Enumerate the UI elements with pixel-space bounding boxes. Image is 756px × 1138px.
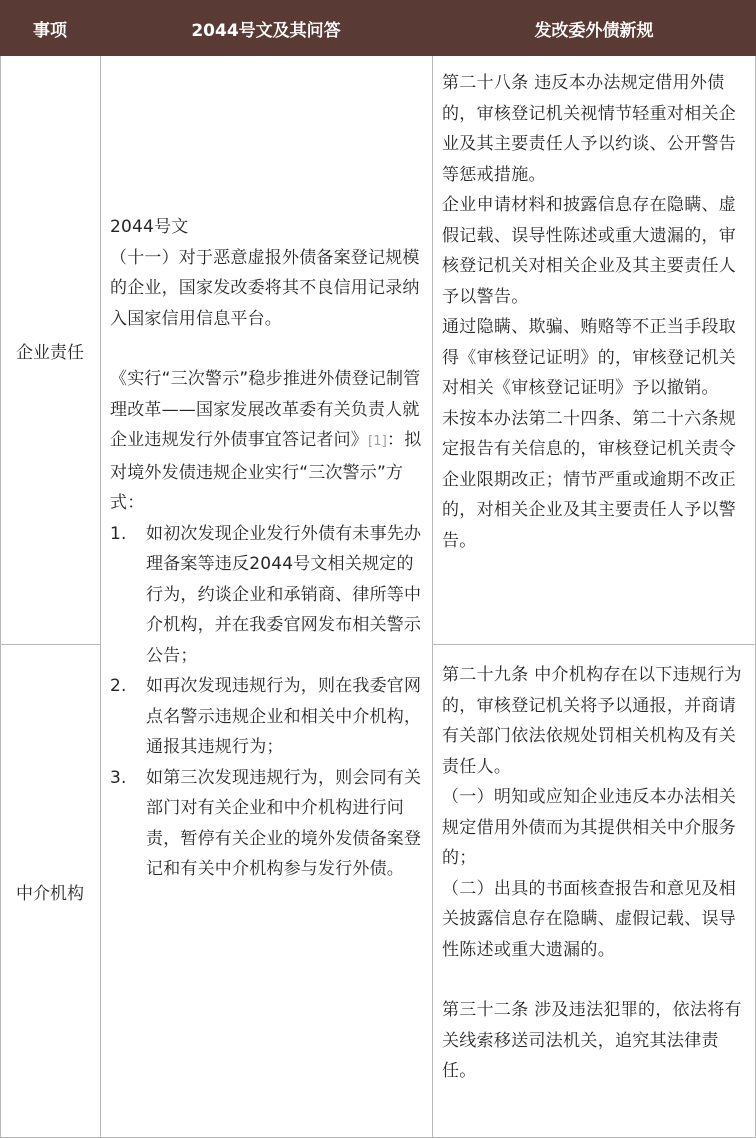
new-rules-intermediary bbox=[442, 660, 750, 1087]
header-2044-doc: 2044号文及其问答 bbox=[191, 20, 341, 41]
divider-col1 bbox=[100, 56, 101, 1138]
citation-link[interactable]: [1] bbox=[368, 434, 388, 449]
doc-clause: （十一）对于恶意虚报外债备案登记规模的企业，国家发改委将其不良信用记录纳入国家信用信息平台。 bbox=[110, 247, 420, 329]
category-enterprise: 企业责任 bbox=[16, 342, 84, 363]
paragraph: （二）出具的书面核查报告和意见及相关披露信息存在隐瞒、虚假记载、误导性陈述或重大遗漏的。 bbox=[442, 878, 737, 960]
qa-title: 《实行“三次警示”稳步推进外债登记制管理改革——国家发展改革委有关负责人就企业违规发行外债事宜答记者问》 bbox=[110, 369, 421, 450]
paragraph: 企业申请材料和披露信息存在隐瞒、虚假记载、误导性陈述或重大遗漏的，审核登记机关对相关企业及其主要责任人予以警告。 bbox=[442, 195, 737, 307]
paragraph: 未按本办法第二十四条、第二十六条规定报告有关信息的，审核登记机关责令企业限期改正；情节严重或逾期不改正的，对相关企业及其主要责任人予以警告。 bbox=[442, 408, 737, 551]
header-item: 事项 bbox=[33, 20, 67, 41]
paragraph: 通过隐瞒、欺骗、贿赂等不正当手段取得《审核登记证明》的，审核登记机关对相关《审核登记证明》予以撤销。 bbox=[442, 317, 737, 398]
doc-2044-content bbox=[110, 212, 430, 885]
list-item-text: 如第三次发现违规行为，则会同有关部门对有关企业和中介机构进行问责，暂停有关企业的境外发债备案登记和有关中介机构参与发行外债。 bbox=[146, 767, 422, 879]
header-new-rules: 发改委外债新规 bbox=[534, 20, 654, 41]
article-32: 第三十二条 涉及违法犯罪的，依法将有关线索移送司法机关，追究其法律责任。 bbox=[442, 1000, 742, 1081]
doc-title: 2044号文 bbox=[110, 217, 189, 237]
qa-intro bbox=[110, 364, 430, 519]
list-item-text: 如初次发现企业发行外债有未事先办理备案等违反2044号文相关规定的行为，约谈企业和承销商、律所等中介机构，并在我委官网发布相关警示公告； bbox=[146, 523, 422, 666]
article-29: 第二十九条 中介机构存在以下违规行为的，审核登记机关将予以通报，并商请有关部门依法依规处罚相关机构及有关责任人。 bbox=[442, 665, 742, 777]
paragraph: （一）明知或应知企业违反本办法相关规定借用外债而为其提供相关中介服务的； bbox=[442, 787, 737, 868]
qa-intro-tail: ：拟对境外发债违规企业实行“三次警示”方式： bbox=[110, 430, 422, 513]
list-item-number: 1. bbox=[110, 523, 127, 544]
list-item bbox=[110, 671, 430, 763]
article-28: 第二十八条 违反本办法规定借用外债的，审核登记机关视情节轻重对相关企业及其主要责任人予以约谈、公开警告等惩戒措施。 bbox=[442, 73, 737, 185]
table-header bbox=[0, 0, 756, 56]
category-intermediary: 中介机构 bbox=[16, 883, 84, 904]
list-item-text: 如再次发现违规行为，则在我委官网点名警示违规企业和相关中介机构，通报其违规行为； bbox=[146, 676, 422, 757]
row-divider-right bbox=[432, 644, 756, 645]
list-item bbox=[110, 763, 430, 885]
list-item bbox=[110, 519, 430, 672]
list-item-number: 3. bbox=[110, 767, 127, 788]
divider-col2 bbox=[432, 56, 433, 1138]
list-item-number: 2. bbox=[110, 676, 127, 696]
new-rules-enterprise bbox=[442, 68, 750, 556]
